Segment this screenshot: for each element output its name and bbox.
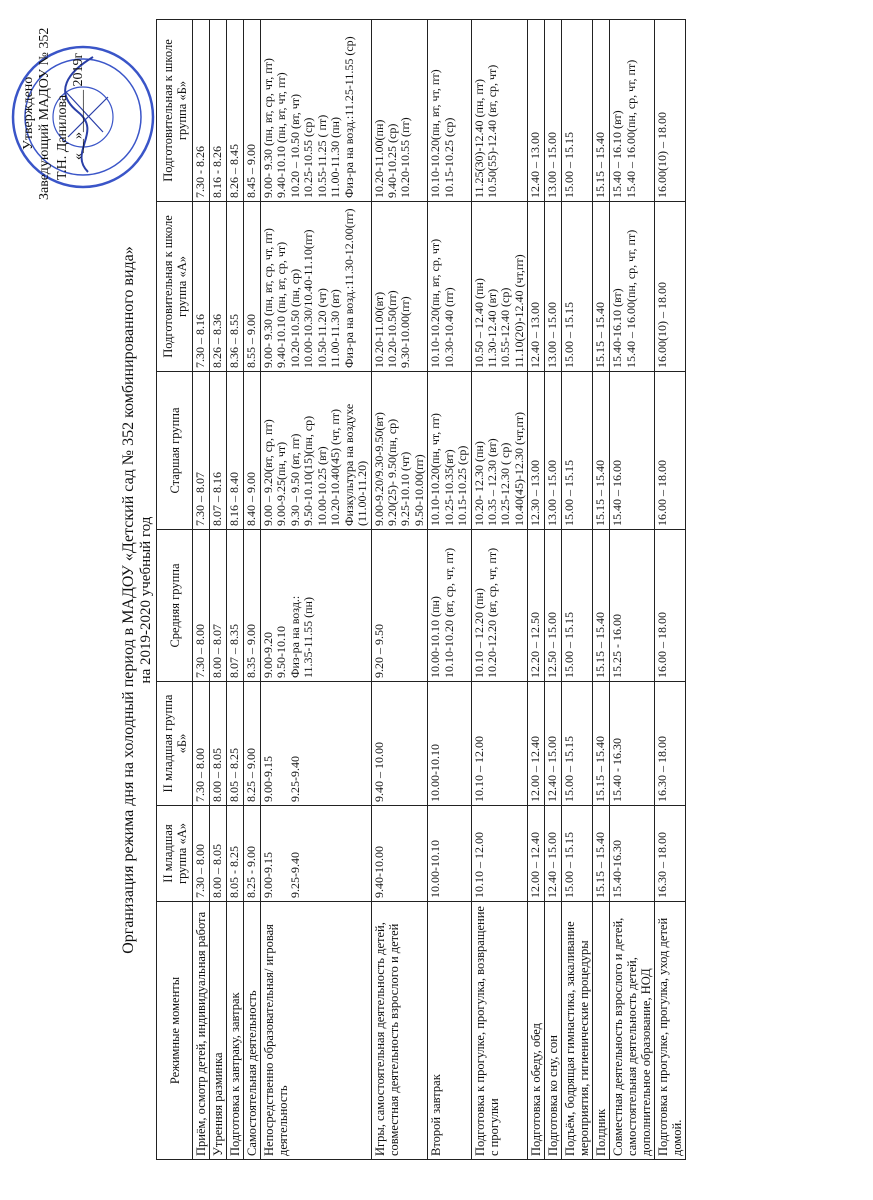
time-cell [545,372,562,530]
time-cell [210,372,227,530]
time-line: 10.10 – 12.20 (пн) [471,588,486,678]
time-line: 8.36 – 8.55 [227,314,241,368]
time-line: 9.20(25)- 9.50(пн, ср) [384,418,399,526]
time-line: 15.25 - 16.00 [610,614,625,678]
table-header-row [157,20,193,1160]
time-line: 16.00 – 18.00 [655,460,670,526]
time-line: 10.55-12.40 (ср) [498,287,513,368]
time-cell [528,202,545,372]
time-line: 15.15 – 15.40 [593,612,608,678]
mode-cell: Утренняя разминка [210,902,227,1160]
time-cell [562,372,593,530]
time-line: Физ-ра на возд.: [287,595,302,678]
time-line: 12.30 – 13.00 [528,460,543,526]
time-cell [193,530,210,682]
time-line: 9.25-9.40 [287,852,302,898]
time-line: 9.40 – 10.00 [371,742,386,802]
time-line: 7.30 – 8.00 [193,844,207,898]
time-line: 9.00-9.25(пн, чт) [274,441,289,526]
mode-cell: Подготовка к прогулке, прогулка, уход детей домой. [655,902,686,1160]
header-cell: Подготовительная к школе группа «Б» [157,20,193,202]
time-line: 15.15 – 15.40 [593,132,608,198]
time-line: 10.30-10.40 (пт) [441,287,456,368]
time-line: 8.07 – 8.35 [227,624,241,678]
time-line: 15.40-16.10 (вт) [610,288,625,368]
mode-cell: Второй завтрак [428,902,471,1160]
time-cell [471,20,528,202]
mode-cell: Самостоятельная деятельность [244,902,261,1160]
time-cell [545,682,562,806]
time-line: 16.30 – 18.00 [655,832,670,898]
time-line: 15.00 – 15.15 [562,736,577,802]
time-line: 9.00- 9.30 (пн, вт, ср, чт, пт) [261,228,275,368]
time-line: 9.40-10.00 [371,846,386,898]
time-line: 15.00 – 15.15 [562,832,577,898]
time-line: 8.25 – 9.00 [244,748,258,802]
time-line: 10.00-10.10 [428,840,443,898]
time-cell [610,806,655,902]
time-cell [471,372,528,530]
time-cell [227,530,244,682]
mode-cell: Подъём, бодрящая гимнастика, закаливание мероприятия, гигиенические процедуры [562,902,593,1160]
header-cell: Средняя группа [157,530,193,682]
time-line: 10.15-10.25 (ср) [441,117,456,198]
time-line: Физ-ра на возд.:11.30-12.00(пт) [341,208,356,368]
mode-cell: Приём, осмотр детей, индивидуальная работа [193,902,210,1160]
time-line: 9.30 – 9.50 (вт, пт) [287,433,302,526]
approval-line-3: Т.Н. Данилова [55,94,70,180]
time-line: 12.00 – 12.40 [528,736,543,802]
table-row [610,20,655,1160]
approval-line-1: Утверждено [21,76,36,150]
table-row [244,20,261,1160]
time-cell [261,682,372,806]
time-line: 9.50-10.10(15)(пн, ср) [301,415,316,526]
table-row [655,20,686,1160]
time-line: 9.25-10.10 (чт) [398,451,413,526]
time-line: 16.00(10) – 18.00 [655,282,670,368]
time-line: 7.30 – 8.16 [193,314,207,368]
time-cell [244,20,261,202]
time-line: 12.40 – 13.00 [528,132,543,198]
time-cell [545,202,562,372]
time-line: 8.00 – 8.07 [210,624,224,678]
table-row [545,20,562,1160]
time-cell [593,806,610,902]
time-cell [562,530,593,682]
time-line: 9.00-9.20/9.30-9.50(вт) [371,412,386,526]
time-cell [545,20,562,202]
time-line: 11.10(20)-12.40 (чт,пт) [511,254,526,368]
time-line: 10.00-10.25 (вт) [314,446,329,526]
time-cell [428,806,471,902]
time-line: 10.20-10.50 (пн, ср) [287,268,302,368]
time-cell [593,372,610,530]
time-line: 15.15 – 15.40 [593,460,608,526]
time-line: 10.25-10.35(вт) [441,449,456,526]
time-line: 10.20-12.20 (вт, ср, чт, пт) [485,547,499,678]
time-line: 11.30-12.40 (вт) [485,288,499,368]
time-cell [193,202,210,372]
time-line: 15.40 – 16.00(пн, ср, чт, пт) [623,59,638,198]
time-cell [244,682,261,806]
time-line: 15.40 – 16.00 [610,460,625,526]
time-cell [193,806,210,902]
time-cell [593,530,610,682]
header-cell: Старшая группа [157,372,193,530]
time-cell [528,806,545,902]
time-cell [261,372,372,530]
time-line: 10.00-10.10 (пн) [428,596,443,678]
time-line: 10.25-10.55 (ср) [301,117,316,198]
time-cell [244,372,261,530]
time-cell [610,20,655,202]
time-cell [371,682,428,806]
time-cell [261,202,372,372]
time-cell [210,682,227,806]
time-line: 8.16 – 8.40 [227,472,241,526]
time-cell [593,202,610,372]
time-line: 10.50(55)-12.40 (вт, ср, чт) [485,64,499,198]
time-line: 10.20-11.00(вт) [371,291,386,368]
document-title: Организация режима дня на холодный период в МАДОУ «Детский сад № 352 комбинированного вида» [120,246,137,954]
time-line: 7.30 - 8.26 [193,146,207,198]
time-line: 8.26 – 8.36 [210,314,224,368]
time-line: 15.40 – 16.10 (вт) [610,110,625,198]
table-body [193,20,686,1160]
time-cell [610,372,655,530]
time-line: 12.40 – 15.00 [545,832,560,898]
time-cell [655,530,686,682]
time-cell [562,682,593,806]
table-row [261,20,372,1160]
time-cell [471,530,528,682]
time-cell [471,682,528,806]
time-line: 9.40-10.10 (пн, вт, ср, чт) [274,241,289,368]
time-cell [210,20,227,202]
time-cell [428,530,471,682]
mode-cell: Подготовка ко сну, сон [545,902,562,1160]
time-line: 10.10 – 12.00 [471,736,486,802]
mode-cell: Полдник [593,902,610,1160]
time-cell [227,202,244,372]
time-line: 12.40 – 13.00 [528,302,543,368]
header-cell: Подготовительная к школе группа «А» [157,202,193,372]
time-cell [610,202,655,372]
time-line: 12.20 – 12.50 [528,612,543,678]
time-cell [528,682,545,806]
time-line: 8.05 – 8.25 [227,748,241,802]
time-cell [244,806,261,902]
time-cell [244,202,261,372]
time-cell [261,20,372,202]
time-line: 8.05 - 8.25 [227,846,241,898]
time-line: 10.10-10.20 (вт, ср, чт, пт) [441,547,456,678]
time-line: 13.00 – 15.00 [545,460,560,526]
time-line: 9.30-10.00(пт) [398,296,413,368]
time-cell [193,372,210,530]
time-cell [610,530,655,682]
time-cell [593,20,610,202]
time-line: 8.26 – 8.45 [227,144,241,198]
mode-cell: Непосредственно образовательная/ игровая деятельность [261,902,372,1160]
time-line: 7.30 – 8.00 [193,748,207,802]
table-row [210,20,227,1160]
approval-line-2: Заведующий МАДОУ № 352 [37,27,52,200]
time-cell [528,20,545,202]
time-line: 10.10-10.20(пн, вт, ср, чт) [428,238,443,368]
time-line: 10.25-12.30 ( ср) [498,442,513,526]
time-cell [562,806,593,902]
time-cell [655,682,686,806]
time-line: 12.40 – 15.00 [545,736,560,802]
time-line: 16.30 – 18.00 [655,736,670,802]
time-line: 16.00(10) – 18.00 [655,112,670,198]
time-line: 10.40(45)-12.30 (чт,пт) [511,411,526,526]
time-line: 12.00 – 12.40 [528,832,543,898]
mode-cell: Подготовка к завтраку, завтрак [227,902,244,1160]
table-row [562,20,593,1160]
header-cell: II младшая группа «А» [157,806,193,902]
time-cell [528,372,545,530]
time-line: 13.00 – 15.00 [545,132,560,198]
time-line: 9.40-10.25 (ср) [384,123,399,198]
time-line: 9.00-9.15 [261,756,275,802]
time-line: 8.07 – 8.16 [210,472,224,526]
time-cell [471,806,528,902]
time-cell [428,372,471,530]
table-row [593,20,610,1160]
time-line: 7.30 – 8.07 [193,472,207,526]
time-line: 8.00 – 8.05 [210,748,224,802]
time-line: 16.00 – 18.00 [655,612,670,678]
time-line: 10.50-11.20 (чт) [314,288,329,368]
time-line: 10.50 – 12.40 (пн) [471,278,486,368]
time-cell [562,20,593,202]
time-cell [562,202,593,372]
time-line: 11.35-11.55 (пн) [301,597,316,678]
time-line: 9.00 – 9.20(вт, ср, пт) [261,419,275,526]
time-cell [371,806,428,902]
time-cell [655,20,686,202]
time-line: 10.00-10.30/10.40-11.10(пт) [301,229,316,368]
time-line: 10.10-10.20(пн, чт, пт) [428,413,443,526]
time-line: 9.50-10.00(пт) [411,454,426,526]
time-line: 8.40 – 9.00 [244,472,258,526]
time-line: 8.25 - 9.00 [244,846,258,898]
time-line: 10.55-11.25 ( пт) [314,114,329,198]
time-cell [655,806,686,902]
table-row [371,20,428,1160]
time-line: 15.00 – 15.15 [562,302,577,368]
time-line: 10.20- 12.30 (пн) [471,441,486,526]
time-cell [210,530,227,682]
time-cell [371,202,428,372]
table-row [428,20,471,1160]
time-cell [261,806,372,902]
time-line: Физ-ра на возд.:11.25-11.55 (ср) [341,36,356,198]
time-line: 9.00- 9.30 (пн, вт, ср, чт, пт) [261,58,275,198]
time-cell [593,682,610,806]
table-row [528,20,545,1160]
time-cell [371,20,428,202]
time-cell [371,530,428,682]
header-cell: Режимные моменты [157,902,193,1160]
time-cell [545,530,562,682]
approval-line-4: «__»______ 2019г [71,52,86,160]
table-row [471,20,528,1160]
time-line: 9.20 – 9.50 [371,624,386,678]
time-cell [610,682,655,806]
time-line: 10.10 – 12.00 [471,832,486,898]
time-line: 15.00 – 15.15 [562,132,577,198]
time-line: 8.35 – 9.00 [244,624,258,678]
time-line: 10.20-10.55 (пт) [398,117,413,198]
time-cell [261,530,372,682]
time-line: 12.50 – 15.00 [545,612,560,678]
mode-cell: Игры, самостоятельная деятельность детей, совместная деятельность взрослого и детей [371,902,428,1160]
time-line: 15.40-16.30 [610,840,625,898]
time-line: 15.40 – 16.00(пн, ср, чт, пт) [623,229,638,368]
time-line: Физкультура на воздухе (11.00-11.20) [341,403,370,526]
time-line: 8.16 - 8.26 [210,146,224,198]
time-cell [428,20,471,202]
time-line: 9.00-9.20 [261,632,275,678]
time-line: 10.20 – 10.50 (вт, чт) [287,94,302,198]
document-subtitle: на 2019-2020 учебный год [138,516,154,684]
time-cell [210,806,227,902]
time-line: 9.50-10.10 [274,626,289,678]
time-cell [193,682,210,806]
mode-cell: Подготовка к обеду, обед [528,902,545,1160]
time-cell [471,202,528,372]
time-line: 10.20-11.00(пн) [371,119,386,198]
time-cell [227,682,244,806]
time-line: 10.35 – 12.30 (вт) [485,438,499,526]
time-cell [528,530,545,682]
time-line: 15.40 - 16.30 [610,738,625,802]
time-cell [227,372,244,530]
time-line: 10.15-10.25 (ср) [455,445,470,526]
table-row [227,20,244,1160]
time-line: 8.55 – 9.00 [244,314,258,368]
time-line: 9.25-9.40 [287,756,302,802]
time-line: 7.30 – 8.00 [193,624,207,678]
mode-cell: Совместная деятельность взрослого и детей, самостоятельная деятельность детей, дополнительное образование, НОД [610,902,655,1160]
time-line: 15.15 – 15.40 [593,302,608,368]
time-line: 8.45 – 9.00 [244,144,258,198]
time-line: 10.10-10.20(пн, вт, чт, пт) [428,69,443,198]
time-cell [655,202,686,372]
time-line: 11.25(30)-12.40 (пн, пт) [471,78,486,198]
time-line: 10.00-10.10 [428,744,443,802]
time-cell [428,202,471,372]
time-cell [210,202,227,372]
time-cell [655,372,686,530]
time-line: 11.00-11.30 (вт) [328,289,343,368]
time-line [275,685,288,802]
time-cell [193,20,210,202]
table-row [193,20,210,1160]
time-line: 9.00-9.15 [261,852,275,898]
time-line: 10.20-10.50(пт) [384,290,399,368]
time-line: 15.15 – 15.40 [593,736,608,802]
schedule-table [156,19,686,1160]
time-cell [227,806,244,902]
time-line: 15.00 – 15.15 [562,460,577,526]
time-cell [244,530,261,682]
time-line: 15.00 – 15.15 [562,612,577,678]
time-cell [545,806,562,902]
mode-cell: Подготовка к прогулке, прогулка, возвращение с прогулки [471,902,528,1160]
header-cell: II младшая группа «Б» [157,682,193,806]
time-line: 8.00 – 8.05 [210,844,224,898]
time-cell [428,682,471,806]
time-line: 15.15 – 15.40 [593,832,608,898]
time-line: 10.20-10.40(45) (чт, пт) [328,408,343,526]
time-line [275,809,288,898]
time-line: 13.00 – 15.00 [545,302,560,368]
time-cell [227,20,244,202]
time-line: 9.40-10.10 (пн, вт, чт, пт) [274,72,289,198]
time-line: 11.00-11.30 (пн) [328,117,343,198]
time-cell [371,372,428,530]
